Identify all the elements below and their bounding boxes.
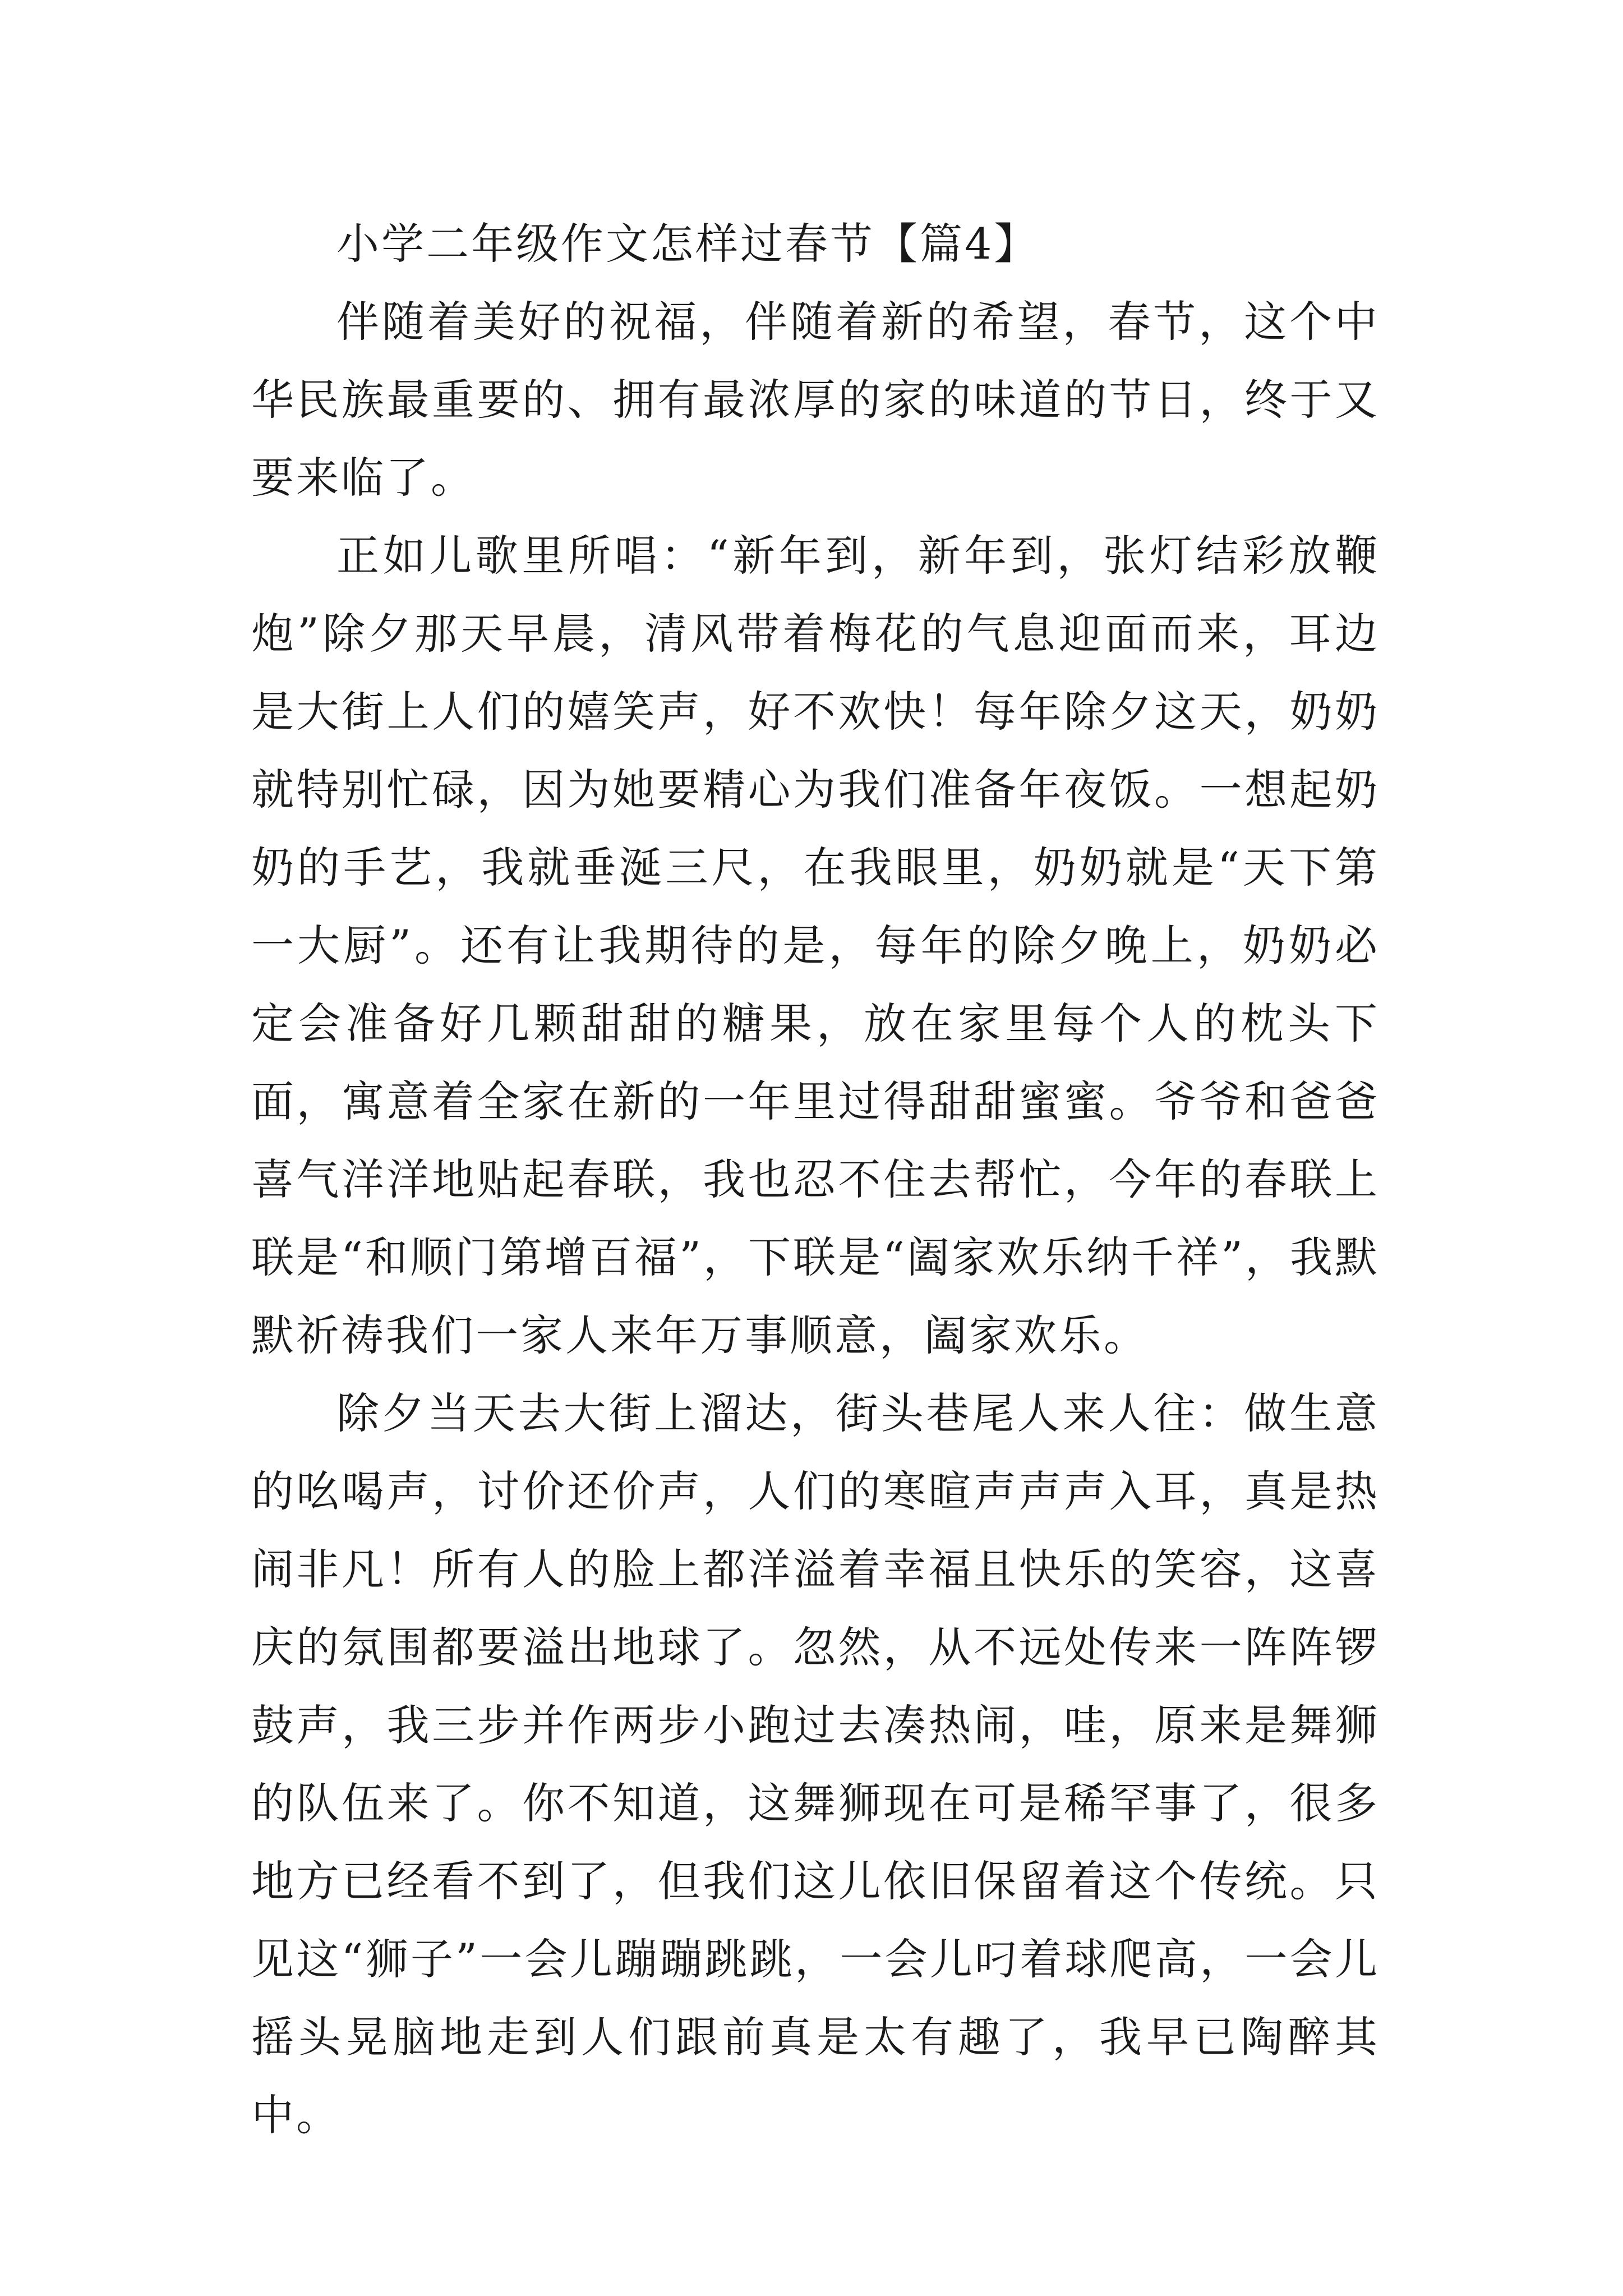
paragraph-new-year-eve-home: 正如儿歌里所唱：“新年到，新年到，张灯结彩放鞭炮”除夕那天早晨，清风带着梅花的气息迎面而来，耳边是大街上人们的嬉笑声，好不欢快！每年除夕这天，奶奶就特别忙碌，因为她要精心为我们准备年夜饭。一想起奶奶的手艺，我就垂涎三尺，在我眼里，奶奶就是“天下第一大厨”。还有让我期待的是，每年的除夕晚上，奶奶必定会准备好几颗甜甜的糖果，放在家里每个人的枕头下面，寓意着全家在新的一年里过得甜甜蜜蜜。爷爷和爸爸喜气洋洋地贴起春联，我也忍不住去帮忙，今年的春联上联是“和顺门第增百福”，下联是“阖家欢乐纳千祥”，我默默祈祷我们一家人来年万事顺意，阖家欢乐。 [251,531,1380,1360]
document-body [251,205,1380,2154]
paragraph-intro: 伴随着美好的祝福，伴随着新的希望，春节，这个中华民族最重要的、拥有最浓厚的家的味道的节日，终于又要来临了。 [251,297,1380,503]
paragraph-street-lion-dance: 除夕当天去大街上溜达，街头巷尾人来人往：做生意的吆喝声，讨价还价声，人们的寒暄声声声入耳，真是热闹非凡！所有人的脸上都洋溢着幸福且快乐的笑容，这喜庆的氛围都要溢出地球了。忽然，从不远处传来一阵阵锣鼓声，我三步并作两步小跑过去凑热闹，哇，原来是舞狮的队伍来了。你不知道，这舞狮现在可是稀罕事了，很多地方已经看不到了，但我们这儿依旧保留着这个传统。只见这“狮子”一会儿蹦蹦跳跳，一会儿叼着球爬高，一会儿摇头晃脑地走到人们跟前真是太有趣了，我早已陶醉其中。 [251,1388,1380,2140]
essay-title: 小学二年级作文怎样过春节【篇4】 [336,219,1039,269]
